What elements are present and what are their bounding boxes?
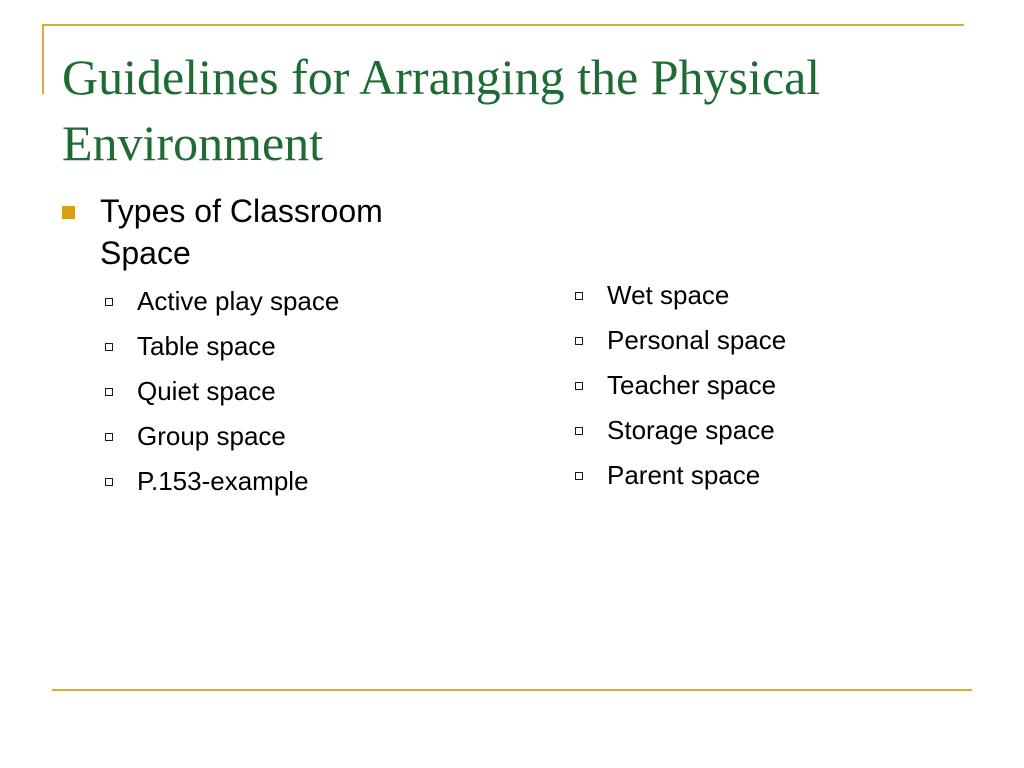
list-item [100,370,339,415]
list-item [100,280,339,325]
left-accent-line [42,24,44,94]
hollow-square-bullet-icon [575,292,583,300]
bottom-accent-line [52,689,972,691]
hollow-square-bullet-icon [575,337,583,345]
hollow-square-bullet-icon [575,427,583,435]
list-item [100,415,339,460]
list-item-text: Wet space [607,280,730,310]
list-item-text: Group space [137,421,286,451]
right-space-list [570,274,786,499]
hollow-square-bullet-icon [105,388,113,396]
list-item-text: Parent space [607,460,761,490]
list-item-text: Storage space [607,415,775,445]
list-item [100,460,339,505]
list-item [570,274,786,319]
filled-square-bullet-icon [62,206,75,219]
hollow-square-bullet-icon [105,478,113,486]
left-space-list [100,280,339,505]
list-item [570,364,786,409]
main-bullet-item [62,190,462,274]
main-bullet-text: Types of Classroom Space [100,193,383,271]
list-item [100,325,339,370]
list-item [570,409,786,454]
list-item-text: Quiet space [137,376,276,406]
hollow-square-bullet-icon [575,472,583,480]
list-item-text: Teacher space [607,370,777,400]
list-item-text: P.153-example [137,466,309,496]
list-item [570,454,786,499]
top-accent-line [42,24,964,26]
slide-title: Guidelines for Arranging the Physical Environment [62,49,821,171]
list-item [570,319,786,364]
hollow-square-bullet-icon [105,298,113,306]
hollow-square-bullet-icon [105,433,113,441]
list-item-text: Table space [137,331,276,361]
list-item-text: Personal space [607,325,787,355]
list-item-text: Active play space [137,286,340,316]
hollow-square-bullet-icon [105,343,113,351]
hollow-square-bullet-icon [575,382,583,390]
